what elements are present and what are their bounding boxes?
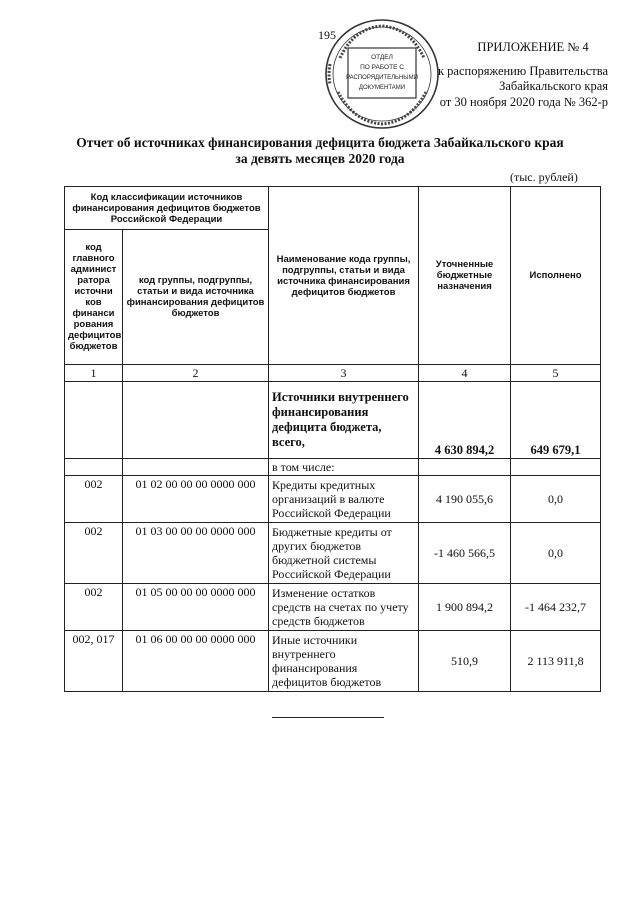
appendix-line-4: от 30 ноября 2020 года № 362-р bbox=[439, 94, 608, 109]
column-number: 3 bbox=[269, 365, 419, 382]
total-name: Источники внутреннего финансирования дефицита бюджета, всего, bbox=[269, 382, 419, 459]
header-group-code: код группы, подгруппы, статьи и вида источника финансирования дефицитов бюджетов bbox=[123, 230, 269, 365]
stamp-line-1: ОТДЕЛ bbox=[371, 54, 393, 61]
stamp-line-4: ДОКУМЕНТАМИ bbox=[358, 85, 406, 91]
report-title-line-1: Отчет об источниках финансирования дефицита бюджета Забайкальского края bbox=[76, 135, 564, 150]
including-empty-cell bbox=[65, 459, 123, 476]
table-row bbox=[65, 523, 601, 584]
column-number: 1 bbox=[65, 365, 123, 382]
total-admin-cell bbox=[65, 382, 123, 459]
total-code-cell bbox=[123, 382, 269, 459]
row-name: Бюджетные кредиты от других бюджетов бюджетной системы Российской Федерации bbox=[269, 523, 419, 584]
column-number: 2 bbox=[123, 365, 269, 382]
row-executed: 2 113 911,8 bbox=[511, 631, 601, 692]
row-admin-code: 002 bbox=[65, 523, 123, 584]
row-group-code: 01 06 00 00 00 0000 000 bbox=[123, 631, 269, 692]
table-row bbox=[65, 631, 601, 692]
row-executed: 0,0 bbox=[511, 523, 601, 584]
row-admin-code: 002 bbox=[65, 584, 123, 631]
including-empty-cell bbox=[511, 459, 601, 476]
page-number: 195 bbox=[318, 28, 336, 42]
table-row bbox=[65, 584, 601, 631]
report-title bbox=[40, 135, 600, 167]
header-name: Наименование кода группы, подгруппы, статьи и вида источника финансирования дефицитов бюджетов bbox=[269, 187, 419, 365]
column-number: 4 bbox=[419, 365, 511, 382]
including-empty-cell bbox=[419, 459, 511, 476]
including-label: в том числе: bbox=[269, 459, 419, 476]
stamp-line-2: ПО РАБОТЕ С bbox=[360, 64, 404, 71]
row-group-code: 01 02 00 00 00 0000 000 bbox=[123, 476, 269, 523]
row-admin-code: 002, 017 bbox=[65, 631, 123, 692]
appendix-header bbox=[418, 40, 608, 110]
row-name: Кредиты кредитных организаций в валюте Российской Федерации bbox=[269, 476, 419, 523]
row-planned: 4 190 055,6 bbox=[419, 476, 511, 523]
column-numbers-row bbox=[65, 365, 601, 382]
row-planned: 1 900 894,2 bbox=[419, 584, 511, 631]
header-classification-code: Код классификации источников финансирования дефицитов бюджетов Российской Федерации bbox=[65, 187, 269, 230]
header-admin-code: код главного админист ратора источни ков финанси рования дефицитов бюджетов bbox=[65, 230, 123, 365]
row-planned: 510,9 bbox=[419, 631, 511, 692]
total-executed: 649 679,1 bbox=[511, 382, 601, 459]
appendix-line-3: Забайкальского края bbox=[499, 79, 608, 93]
report-title-line-2: за девять месяцев 2020 года bbox=[235, 151, 405, 166]
row-name: Изменение остатков средств на счетах по учету средств бюджетов bbox=[269, 584, 419, 631]
row-executed: 0,0 bbox=[511, 476, 601, 523]
row-planned: -1 460 566,5 bbox=[419, 523, 511, 584]
header-executed: Исполнено bbox=[511, 187, 601, 365]
units-label: (тыс. рублей) bbox=[510, 170, 578, 184]
including-empty-cell bbox=[123, 459, 269, 476]
total-planned: 4 630 894,2 bbox=[419, 382, 511, 459]
stamp-line-3: РАСПОРЯДИТЕЛЬНЫМИ bbox=[346, 75, 418, 81]
appendix-line-2: к распоряжению Правительства bbox=[437, 63, 608, 78]
including-row bbox=[65, 459, 601, 476]
header-planned: Уточненные бюджетные назначения bbox=[419, 187, 511, 365]
row-executed: -1 464 232,7 bbox=[511, 584, 601, 631]
total-row bbox=[65, 382, 601, 459]
table-row bbox=[65, 476, 601, 523]
appendix-title: ПРИЛОЖЕНИЕ № 4 bbox=[477, 40, 589, 54]
row-admin-code: 002 bbox=[65, 476, 123, 523]
table-header-row-1 bbox=[65, 187, 601, 230]
end-divider-line bbox=[272, 717, 384, 718]
row-group-code: 01 03 00 00 00 0000 000 bbox=[123, 523, 269, 584]
column-number: 5 bbox=[511, 365, 601, 382]
financing-sources-table bbox=[64, 186, 601, 692]
row-name: Иные источники внутреннего финансирования дефицитов бюджетов bbox=[269, 631, 419, 692]
row-group-code: 01 05 00 00 00 0000 000 bbox=[123, 584, 269, 631]
